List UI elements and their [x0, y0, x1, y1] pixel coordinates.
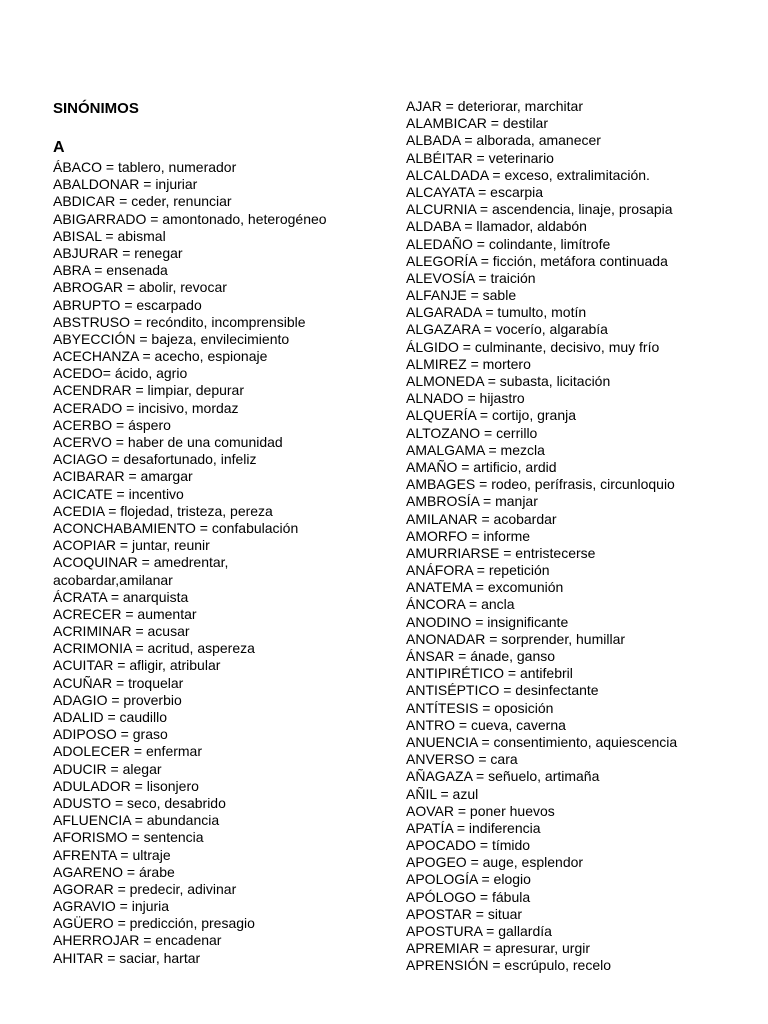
synonym-entry: ANTIPIRÉTICO = antifebril — [406, 665, 573, 682]
synonym-entry: ÁLGIDO = culminante, decisivo, muy frío — [406, 338, 660, 355]
synonym-entry: APRENSIÓN = escrúpulo, recelo — [406, 957, 612, 974]
synonym-entry: ACRIMONIA = acritud, aspereza — [53, 640, 255, 657]
synonym-entry: ANATEMA = excomunión — [406, 579, 564, 596]
synonym-entry: AHITAR = saciar, hartar — [53, 949, 201, 966]
synonym-entry: ADUCIR = alegar — [53, 760, 162, 777]
synonym-entry: ALEDAÑO = colindante, limítrofe — [406, 235, 611, 252]
synonym-entry: ADOLECER = enfermar — [53, 743, 202, 760]
synonym-entry: ADULADOR = lisonjero — [53, 777, 199, 794]
synonym-entry: ALNADO = hijastro — [406, 390, 525, 407]
synonym-entry: ALAMBICAR = destilar — [406, 115, 548, 132]
synonym-entry: AMORFO = informe — [406, 527, 531, 544]
synonym-entry: ALGAZARA = vocerío, algarabía — [406, 321, 608, 338]
synonym-entry: ANONADAR = sorprender, humillar — [406, 630, 626, 647]
synonym-entry: ACUÑAR = troquelar — [53, 674, 184, 691]
page-title: SINÓNIMOS — [53, 100, 139, 117]
synonym-entry: AGÜERO = predicción, presagio — [53, 915, 255, 932]
synonym-entry: ALDABA = llamador, aldabón — [406, 218, 587, 235]
synonym-entry: ACERVO = haber de una comunidad — [53, 434, 283, 450]
synonym-entry: ÁNSAR = ánade, ganso — [406, 648, 556, 664]
synonym-entry: ABRUPTO = escarpado — [53, 296, 202, 313]
synonym-entry: ACRIMINAR = acusar — [53, 623, 190, 640]
synonym-entry: APREMIAR = apresurar, urgir — [406, 940, 591, 957]
synonym-entry: ANTISÉPTICO = desinfectante — [406, 682, 599, 699]
synonym-entry: APOSTAR = situar — [406, 905, 523, 922]
synonym-entry: AMALGAMA = mezcla — [406, 441, 545, 458]
synonym-entry: APATÍA = indiferencia — [406, 819, 541, 836]
synonym-entry: AGORAR = predecir, adivinar — [53, 880, 237, 897]
synonym-entry: ANODINO = insignificante — [406, 613, 569, 630]
synonym-list-right — [406, 98, 677, 975]
synonym-entry: ABRA = ensenada — [53, 262, 168, 279]
letter-heading: A — [53, 139, 65, 156]
synonym-entry: ABDICAR = ceder, renunciar — [53, 193, 232, 210]
synonym-entry: ACIAGO = desafortunado, infeliz — [53, 451, 257, 468]
synonym-entry: ALBÉITAR = veterinario — [406, 149, 554, 166]
synonym-entry: ACENDRAR = limpiar, depurar — [53, 382, 245, 399]
synonym-entry: AFRENTA = ultraje — [53, 846, 171, 863]
synonym-entry: ACONCHABAMIENTO = confabulación — [53, 519, 299, 536]
synonym-entry: ÁCRATA = anarquista — [53, 588, 189, 605]
synonym-entry: APOLOGÍA = elogio — [406, 871, 531, 888]
synonym-entry: ANÁFORA = repetición — [406, 562, 550, 579]
synonym-entry: ALBADA = alborada, amanecer — [406, 132, 601, 149]
synonym-entry: ACIBARAR = amargar — [53, 468, 193, 485]
synonym-entry: ÁBACO = tablero, numerador — [53, 159, 237, 175]
synonym-entry: AÑIL = azul — [406, 785, 479, 802]
synonym-entry: ACECHANZA = acecho, espionaje — [53, 348, 268, 365]
synonym-entry: AGARENO = árabe — [53, 863, 175, 880]
synonym-entry: ABSTRUSO = recóndito, incomprensible — [53, 313, 306, 330]
synonym-entry: ADALID = caudillo — [53, 709, 168, 725]
synonym-entry: APOCADO = tímido — [406, 837, 531, 854]
synonym-entry: APOSTURA = gallardía — [406, 923, 552, 939]
synonym-entry: AHERROJAR = encadenar — [53, 932, 222, 949]
synonym-entry: ALTOZANO = cerrillo — [406, 424, 538, 441]
synonym-entry: ANTRO = cueva, caverna — [406, 716, 566, 733]
synonym-entry: ALMIREZ = mortero — [406, 355, 531, 372]
synonym-entry: ANUENCIA = consentimiento, aquiescencia — [406, 733, 678, 750]
synonym-entry: AMBAGES = rodeo, perífrasis, circunloquio — [406, 476, 675, 493]
synonym-entry: ALGARADA = tumulto, motín — [406, 304, 587, 321]
synonym-entry: APOGEO = auge, esplendor — [406, 854, 584, 871]
synonym-entry: ACERADO = incisivo, mordaz — [53, 399, 239, 416]
synonym-entry: ACEDO= ácido, agrio — [53, 365, 188, 382]
synonym-entry: AÑAGAZA = señuelo, artimaña — [406, 768, 600, 785]
synonym-entry: APÓLOGO = fábula — [406, 888, 531, 905]
synonym-entry: ALCAYATA = escarpia — [406, 183, 544, 200]
synonym-entry: AMBROSÍA = manjar — [406, 493, 538, 510]
synonym-entry: ADIPOSO = graso — [53, 726, 168, 743]
synonym-entry: AGRAVIO = injuria — [53, 898, 170, 915]
synonym-entry: ALEVOSÍA = traición — [406, 269, 536, 286]
synonym-entry: ABALDONAR = injuriar — [53, 176, 198, 193]
synonym-entry: AFLUENCIA = abundancia — [53, 812, 220, 829]
synonym-entry: acobardar,amilanar — [53, 571, 173, 588]
synonym-list-left — [53, 159, 327, 967]
synonym-entry: ACUITAR = afligir, atribular — [53, 657, 221, 674]
synonym-entry: ACEDIA = flojedad, tristeza, pereza — [53, 502, 273, 519]
synonym-entry: ACOQUINAR = amedrentar, — [53, 554, 229, 571]
synonym-entry: ALEGORÍA = ficción, metáfora continuada — [406, 252, 668, 269]
synonym-entry: ADAGIO = proverbio — [53, 691, 182, 708]
synonym-entry: ABJURAR = renegar — [53, 244, 183, 261]
synonym-entry: ÁNCORA = ancla — [406, 596, 515, 613]
synonym-entry: AMURRIARSE = entristecerse — [406, 544, 596, 561]
synonym-entry: ABIGARRADO = amontonado, heterogéneo — [53, 210, 327, 227]
synonym-entry: ACICATE = incentivo — [53, 485, 184, 502]
synonym-entry: ALCALDADA = exceso, extralimitación. — [406, 166, 650, 183]
synonym-entry: ABROGAR = abolir, revocar — [53, 279, 227, 296]
synonym-entry: AMILANAR = acobardar — [406, 510, 557, 527]
synonym-entry: ALFANJE = sable — [406, 287, 517, 304]
synonym-entry: AMAÑO = artificio, ardid — [406, 458, 557, 475]
synonym-entry: ANTÍTESIS = oposición — [406, 699, 554, 716]
synonym-entry: ADUSTO = seco, desabrido — [53, 794, 226, 811]
synonym-entry: ALCURNIA = ascendencia, linaje, prosapia — [406, 201, 673, 218]
synonym-entry: AJAR = deteriorar, marchitar — [406, 98, 584, 114]
synonym-entry: ACOPIAR = juntar, reunir — [53, 537, 210, 554]
synonym-entry: ABYECCIÓN = bajeza, envilecimiento — [53, 330, 290, 347]
synonym-entry: ALQUERÍA = cortijo, granja — [406, 407, 577, 424]
synonym-entry: ACRECER = aumentar — [53, 605, 197, 622]
synonym-entry: AFORISMO = sentencia — [53, 829, 204, 846]
synonym-entry: AOVAR = poner huevos — [406, 802, 555, 819]
synonym-entry: ACERBO = áspero — [53, 416, 171, 433]
synonym-entry: ALMONEDA = subasta, licitación — [406, 373, 611, 389]
synonym-entry: ANVERSO = cara — [406, 751, 518, 768]
synonym-entry: ABISAL = abismal — [53, 227, 166, 244]
